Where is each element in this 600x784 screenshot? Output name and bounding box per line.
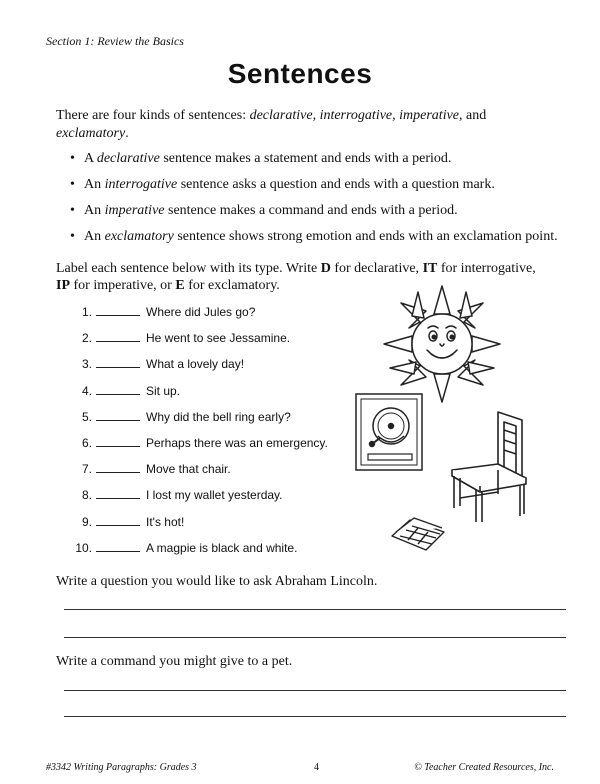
answer-blank[interactable] xyxy=(96,331,140,342)
exercise-number: 10. xyxy=(75,540,92,555)
exercise-sentence: Why did the bell ring early? xyxy=(146,409,291,424)
question-answer-line-1[interactable] xyxy=(64,609,566,610)
instr-text: Label each sentence below with its type. Write xyxy=(56,261,321,276)
question-prompt: Write a question you would like to ask Abraham Lincoln. xyxy=(56,574,378,589)
exercise-item xyxy=(64,514,328,540)
kind-pre: An xyxy=(84,229,105,244)
answer-blank[interactable] xyxy=(96,488,140,499)
page-title: Sentences xyxy=(227,58,373,89)
sun-icon xyxy=(382,284,502,404)
exercise-number: 5. xyxy=(81,409,92,424)
chair-icon xyxy=(446,408,534,526)
kind-pre: A xyxy=(84,151,97,166)
exercise-number: 6. xyxy=(81,435,92,450)
kind-post: sentence shows strong emotion and ends with an exclamation point. xyxy=(173,229,558,244)
kind-post: sentence makes a statement and ends with a period. xyxy=(159,151,452,166)
exercise-number: 7. xyxy=(81,462,92,477)
answer-blank[interactable] xyxy=(96,357,140,368)
code-interrogative: IT xyxy=(422,261,438,276)
code-imperative: IP xyxy=(56,278,70,293)
exercise-number: 4. xyxy=(81,383,92,398)
answer-blank[interactable] xyxy=(96,515,140,526)
answer-blank[interactable] xyxy=(96,384,140,395)
intro-paragraph xyxy=(56,107,526,143)
footer-book-title: #3342 Writing Paragraphs: Grades 3 xyxy=(46,762,197,773)
kind-pre: An xyxy=(84,203,105,218)
kind-post: sentence makes a command and ends with a period. xyxy=(164,203,458,218)
code-exclamatory: E xyxy=(175,278,185,293)
command-answer-line-1[interactable] xyxy=(64,690,566,691)
section-label: Section 1: Review the Basics xyxy=(46,34,184,48)
question-answer-line-2[interactable] xyxy=(64,637,566,638)
footer-copyright: © Teacher Created Resources, Inc. xyxy=(414,762,554,773)
exercise-sentence: Perhaps there was an emergency. xyxy=(146,435,328,450)
exercise-item xyxy=(64,435,328,461)
bullet: • xyxy=(70,229,75,244)
kind-term: declarative xyxy=(96,151,160,166)
answer-blank[interactable] xyxy=(96,305,140,316)
bullet: • xyxy=(70,177,75,192)
kind-item xyxy=(70,228,558,254)
exercise-sentence: What a lovely day! xyxy=(146,357,245,372)
wallet-icon xyxy=(388,514,448,554)
exercise-number: 1. xyxy=(81,305,92,319)
answer-blank[interactable] xyxy=(96,410,140,421)
exercise-number: 9. xyxy=(81,514,92,529)
school-bell-icon xyxy=(354,392,426,474)
exercise-sentence: It's hot! xyxy=(146,514,185,529)
kind-item xyxy=(70,202,558,228)
exercise-item xyxy=(64,383,328,409)
intro-end: . xyxy=(125,126,129,141)
kind-pre: An xyxy=(84,177,105,192)
exercise-item xyxy=(64,356,328,382)
instr-text: for exclamatory. xyxy=(184,278,280,293)
kind-item xyxy=(70,176,558,202)
instr-text: for declarative, xyxy=(330,261,423,276)
exercise-number: 2. xyxy=(81,331,92,346)
exercise-item xyxy=(64,461,328,487)
exercise-item xyxy=(64,487,328,513)
exercise-number: 3. xyxy=(81,357,92,372)
exercise-list xyxy=(64,304,328,566)
kind-term: exclamatory xyxy=(104,229,174,244)
footer-page-number: 4 xyxy=(314,762,319,773)
exercise-sentence: Sit up. xyxy=(146,383,181,398)
exercise-sentence: Where did Jules go? xyxy=(146,305,256,319)
instr-text: for imperative, or xyxy=(70,278,176,293)
exercise-item xyxy=(64,540,328,566)
exercise-sentence: He went to see Jessamine. xyxy=(146,331,291,346)
code-declarative: D xyxy=(320,261,331,276)
kind-post: sentence asks a question and ends with a question mark. xyxy=(177,177,495,192)
exercise-sentence: I lost my wallet yesterday. xyxy=(146,488,283,503)
kind-term: interrogative xyxy=(104,177,178,192)
exercise-sentence: A magpie is black and white. xyxy=(146,540,298,555)
instr-text: for interrogative, xyxy=(437,261,536,276)
intro-last-kind: exclamatory xyxy=(56,126,126,141)
command-prompt: Write a command you might give to a pet. xyxy=(56,654,293,669)
answer-blank[interactable] xyxy=(96,436,140,447)
exercise-number: 8. xyxy=(81,488,92,503)
sentence-kinds-list xyxy=(70,150,558,254)
answer-blank[interactable] xyxy=(96,462,140,473)
command-answer-line-2[interactable] xyxy=(64,716,566,717)
exercise-item xyxy=(64,330,328,356)
kind-term: imperative xyxy=(104,203,165,218)
exercise-item xyxy=(64,409,328,435)
intro-and: and xyxy=(462,108,487,123)
intro-kinds: declarative, interrogative, imperative, xyxy=(249,108,463,123)
bullet: • xyxy=(70,203,75,218)
kind-item xyxy=(70,150,558,176)
bullet: • xyxy=(70,151,75,166)
answer-blank[interactable] xyxy=(96,541,140,552)
intro-pre: There are four kinds of sentences: xyxy=(56,108,250,123)
exercise-sentence: Move that chair. xyxy=(146,462,231,477)
exercise-item xyxy=(64,304,328,330)
